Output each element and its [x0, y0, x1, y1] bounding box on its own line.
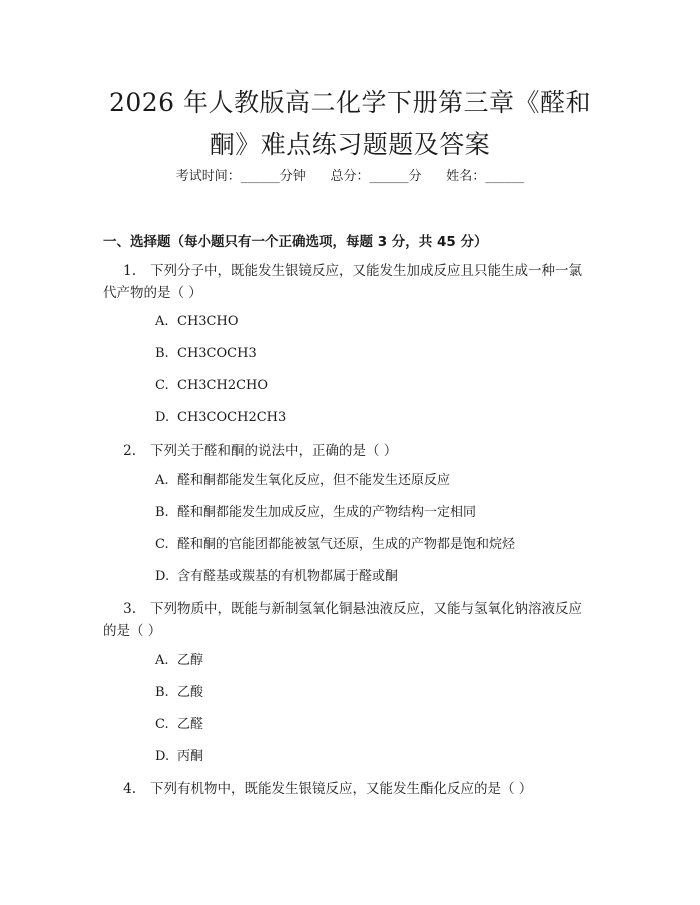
option-3d: D. 丙酮 [155, 749, 204, 764]
option-1b: B. CH3COCH3 [155, 346, 257, 361]
question-2 [103, 440, 603, 462]
question-number: 1. [123, 263, 136, 279]
title-line-2: 酮》难点练习题题及答案 [209, 130, 491, 159]
option-2b: B. 醛和酮都能发生加成反应，生成的产物结构一定相同 [155, 505, 477, 520]
title-line-1: 2026 年人教版高二化学下册第三章《醛和 [108, 88, 592, 117]
option-3c: C. 乙醛 [155, 717, 204, 732]
option-3b: B. 乙酸 [155, 685, 204, 700]
question-text: 下列物质中，既能与新制氢氧化铜悬浊液反应，又能与氢氧化钠溶液反应 [150, 601, 582, 617]
question-number: 3. [123, 601, 136, 617]
option-1c: C. CH3CH2CHO [155, 378, 269, 393]
page-title [90, 82, 610, 166]
option-2c: C. 醛和酮的官能团都能被氢气还原，生成的产物都是饱和烷烃 [155, 537, 516, 552]
option-2a: A. 醛和酮都能发生氧化反应，但不能发生还原反应 [155, 473, 451, 488]
question-text-continued: 代产物的是（ ） [103, 285, 202, 301]
question-number: 2. [123, 443, 136, 459]
exam-info-line: 考试时间：______分钟 总分：______分 姓名：______ [175, 169, 525, 184]
option-1d: D. CH3COCH2CH3 [155, 410, 287, 425]
section-title: 一、选择题（每小题只有一个正确选项，每题 3 分，共 45 分） [103, 234, 488, 250]
question-text-continued: 的是（ ） [103, 623, 162, 639]
question-1 [103, 260, 603, 304]
question-text: 下列关于醛和酮的说法中，正确的是（ ） [150, 443, 398, 459]
option-1a: A. CH3CHO [155, 314, 239, 329]
question-3 [103, 598, 603, 642]
option-3a: A. 乙醇 [155, 653, 204, 668]
question-number: 4. [123, 781, 136, 797]
question-4 [103, 778, 603, 800]
question-text: 下列分子中，既能发生银镜反应，又能发生加成反应且只能生成一种一氯 [150, 263, 582, 279]
option-2d: D. 含有醛基或羰基的有机物都属于醛或酮 [155, 569, 399, 584]
question-text: 下列有机物中，既能发生银镜反应，又能发生酯化反应的是（ ） [150, 781, 533, 797]
